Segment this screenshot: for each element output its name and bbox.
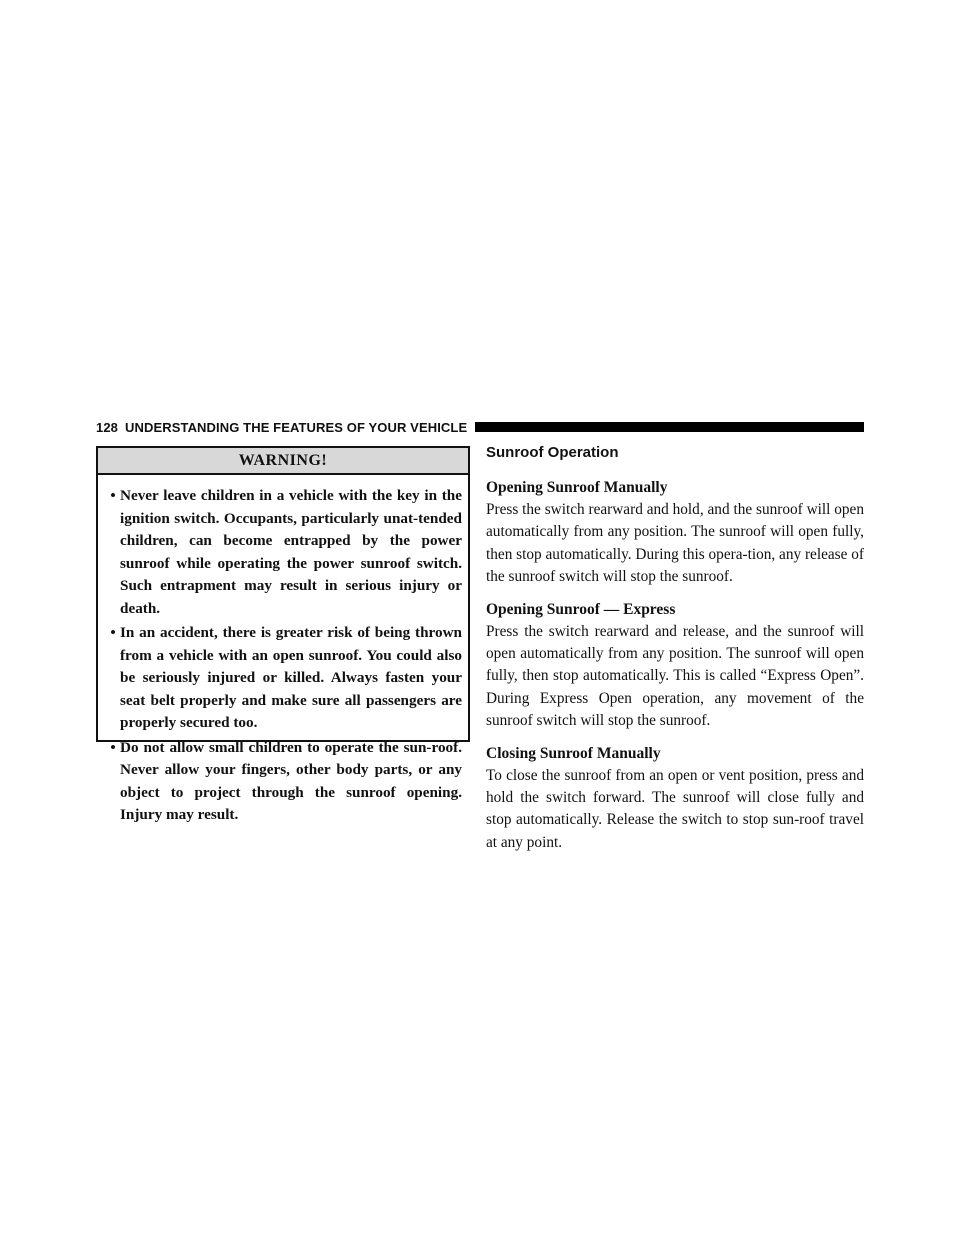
- bullet-icon: •: [110, 624, 116, 641]
- page-header: [96, 417, 864, 437]
- subsection-heading: Opening Sunroof Manually: [486, 479, 668, 496]
- subsection-heading: Opening Sunroof — Express: [486, 600, 676, 618]
- subsection-body: Press the switch rearward and release, and the sunroof will open automatically from any position. The sunroof will open fully, then stop automatically. This is called “Express Open”. During Express Open operation, any movement of the sunroof switch will stop the sunroof.: [486, 622, 864, 730]
- bullet-icon: •: [110, 487, 116, 504]
- header-rule: [475, 422, 864, 432]
- page-number: 128: [96, 419, 118, 435]
- warning-item: [106, 485, 462, 620]
- warning-list: [98, 475, 468, 827]
- section-title: UNDERSTANDING THE FEATURES OF YOUR VEHICLE: [125, 419, 468, 435]
- subsection-body: To close the sunroof from an open or vent position, press and hold the switch forward. The sunroof will close fully and stop automatically. Release the switch to stop sun-roof travel at any point.: [486, 766, 864, 851]
- warning-title: WARNING!: [98, 448, 468, 475]
- warning-item-text: Do not allow small children to operate the sun-roof. Never allow your fingers, other body parts, or any object to project through the sunroof opening. Injury may result.: [120, 738, 462, 823]
- subsection-body: Press the switch rearward and hold, and the sunroof will open automatically from any position. The sunroof will open fully, then stop automatically. During this opera-tion, any release of the sunroof switch will stop the sunroof.: [486, 501, 864, 586]
- subsection-heading: Closing Sunroof Manually: [486, 744, 661, 762]
- warning-item-text: In an accident, there is greater risk of being thrown from a vehicle with an open sunroof. You could also be seriously injured or killed. Always fasten your seat belt properly and make sure all passengers are properly secured too.: [120, 624, 462, 731]
- warning-box: [96, 446, 470, 823]
- sunroof-operation-title: Sunroof Operation: [486, 444, 619, 461]
- bullet-icon: •: [110, 738, 116, 756]
- warning-item: [106, 737, 462, 827]
- sunroof-operation-column: [486, 440, 864, 864]
- warning-item: [106, 622, 462, 735]
- warning-item-text: Never leave children in a vehicle with the key in the ignition switch. Occupants, particularly unat-tended children, can become entrapped by the power sunroof while operating the power sunroof switch. Such entrapment may result in serious injury or death.: [120, 487, 462, 617]
